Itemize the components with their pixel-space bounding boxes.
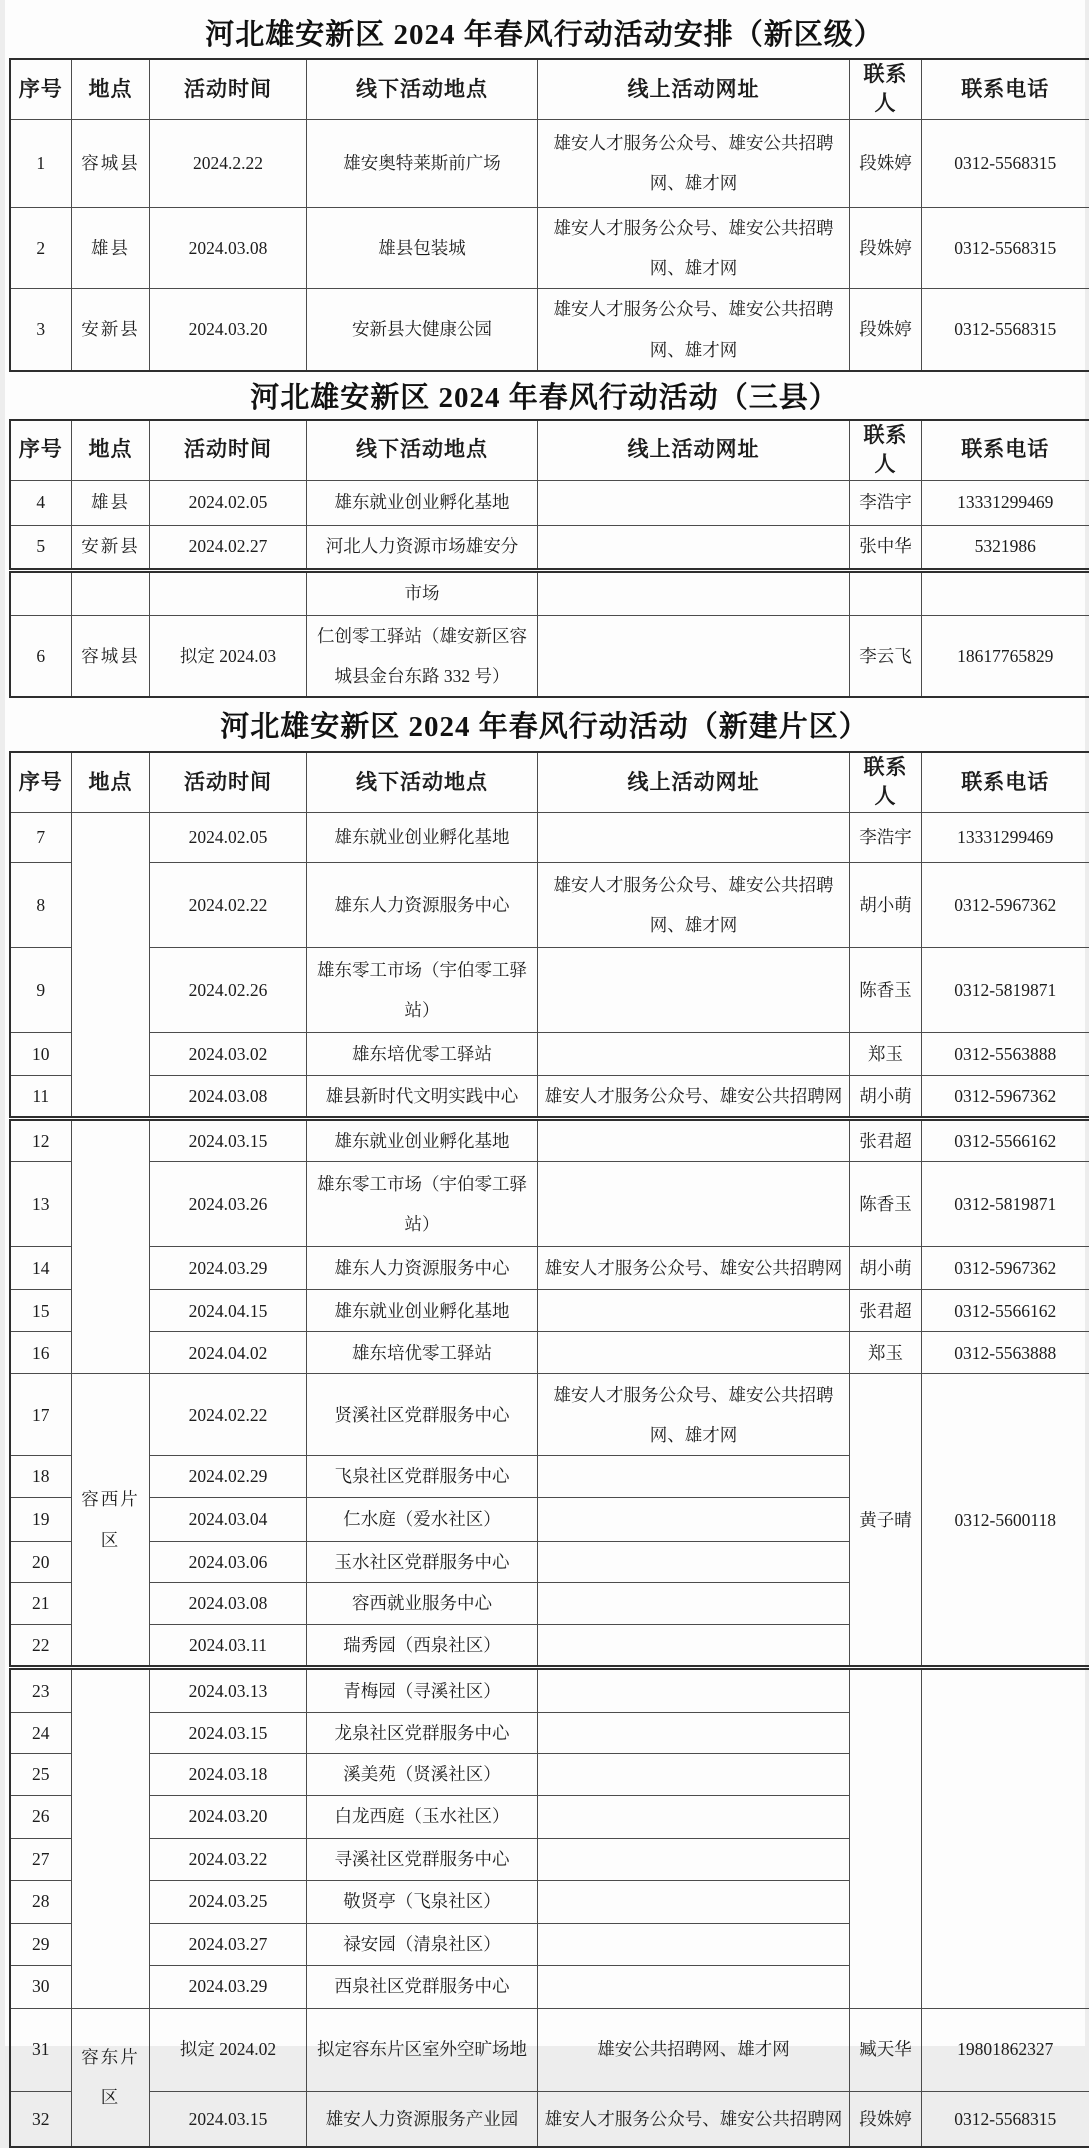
cell-time bbox=[150, 570, 307, 615]
cell-online bbox=[538, 1838, 850, 1880]
cell-no: 28 bbox=[10, 1880, 72, 1923]
cell-offline: 安新县大健康公园 bbox=[307, 289, 538, 371]
table-row bbox=[10, 2008, 1089, 2091]
cell-offline: 敬贤亭（飞泉社区） bbox=[307, 1880, 538, 1923]
cell-online bbox=[538, 525, 850, 570]
cell-no: 23 bbox=[10, 1668, 72, 1713]
cell-contact-merged bbox=[850, 1668, 922, 2009]
cell-time: 2024.03.13 bbox=[150, 1668, 307, 1713]
table-row bbox=[10, 1374, 1089, 1456]
cell-no: 5 bbox=[10, 525, 72, 570]
cell-online bbox=[538, 1754, 850, 1795]
cell-time: 2024.03.11 bbox=[150, 1624, 307, 1667]
table-row-continuation bbox=[10, 570, 1089, 615]
cell-offline: 西泉社区党群服务中心 bbox=[307, 1965, 538, 2008]
cell-time: 2024.03.26 bbox=[150, 1162, 307, 1247]
cell-offline: 瑞秀园（西泉社区） bbox=[307, 1624, 538, 1667]
cell-place: 容城县 bbox=[72, 615, 150, 697]
cell-contact bbox=[850, 570, 922, 615]
header-offline: 线下活动地点 bbox=[307, 59, 538, 119]
cell-online: 雄安人才服务公众号、雄安公共招聘网、雄才网 bbox=[538, 862, 850, 947]
cell-online bbox=[538, 570, 850, 615]
cell-offline: 雄东培优零工驿站 bbox=[307, 1332, 538, 1374]
header-contact: 联系人 bbox=[850, 59, 922, 119]
header-online: 线上活动网址 bbox=[538, 752, 850, 812]
header-no: 序号 bbox=[10, 752, 72, 812]
header-no: 序号 bbox=[10, 59, 72, 119]
cell-contact: 段姝婷 bbox=[850, 119, 922, 207]
cell-time: 2024.03.25 bbox=[150, 1880, 307, 1923]
cell-phone: 19801862327 bbox=[922, 2008, 1089, 2091]
table-new-area-level bbox=[9, 58, 1089, 372]
cell-place: 雄县 bbox=[72, 207, 150, 289]
cell-no: 3 bbox=[10, 289, 72, 371]
cell-no: 4 bbox=[10, 480, 72, 525]
cell-place: 雄县 bbox=[72, 480, 150, 525]
cell-no: 9 bbox=[10, 947, 72, 1032]
cell-offline: 雄东培优零工驿站 bbox=[307, 1032, 538, 1075]
cell-time: 2024.04.02 bbox=[150, 1332, 307, 1374]
cell-place-merged bbox=[72, 1119, 150, 1374]
cell-no: 13 bbox=[10, 1162, 72, 1247]
cell-no: 7 bbox=[10, 812, 72, 862]
table-row bbox=[10, 812, 1089, 862]
cell-contact: 张君超 bbox=[850, 1119, 922, 1162]
cell-offline: 雄东零工市场（宇伯零工驿站） bbox=[307, 947, 538, 1032]
cell-time: 2024.03.08 bbox=[150, 207, 307, 289]
cell-offline: 雄东就业创业孵化基地 bbox=[307, 480, 538, 525]
cell-no: 15 bbox=[10, 1290, 72, 1332]
cell-no: 20 bbox=[10, 1541, 72, 1582]
cell-time: 2024.03.15 bbox=[150, 1119, 307, 1162]
cell-offline: 雄东就业创业孵化基地 bbox=[307, 812, 538, 862]
cell-online bbox=[538, 1795, 850, 1838]
header-phone: 联系电话 bbox=[922, 752, 1089, 812]
table-three-counties bbox=[9, 419, 1089, 698]
cell-online bbox=[538, 1668, 850, 1713]
cell-contact: 郑玉 bbox=[850, 1032, 922, 1075]
cell-time: 2024.02.26 bbox=[150, 947, 307, 1032]
header-row bbox=[10, 420, 1089, 480]
cell-online bbox=[538, 1290, 850, 1332]
cell-contact: 李云飞 bbox=[850, 615, 922, 697]
cell-contact: 郑玉 bbox=[850, 1332, 922, 1374]
cell-time: 2024.02.29 bbox=[150, 1456, 307, 1497]
header-time: 活动时间 bbox=[150, 420, 307, 480]
cell-online: 雄安人才服务公众号、雄安公共招聘网、雄才网 bbox=[538, 1374, 850, 1456]
header-contact: 联系人 bbox=[850, 752, 922, 812]
cell-online bbox=[538, 1119, 850, 1162]
cell-time: 2024.03.04 bbox=[150, 1497, 307, 1541]
table-row bbox=[10, 207, 1089, 289]
cell-offline: 仁创零工驿站（雄安新区容城县金台东路 332 号） bbox=[307, 615, 538, 697]
cell-no: 27 bbox=[10, 1838, 72, 1880]
cell-time: 2024.03.15 bbox=[150, 2091, 307, 2147]
cell-online: 雄安人才服务公众号、雄安公共招聘网 bbox=[538, 1075, 850, 1118]
cell-time: 2024.03.15 bbox=[150, 1713, 307, 1754]
cell-online bbox=[538, 1713, 850, 1754]
cell-phone: 18617765829 bbox=[922, 615, 1089, 697]
cell-no: 18 bbox=[10, 1456, 72, 1497]
cell-phone: 13331299469 bbox=[922, 480, 1089, 525]
header-time: 活动时间 bbox=[150, 752, 307, 812]
cell-no: 10 bbox=[10, 1032, 72, 1075]
cell-contact: 李浩宇 bbox=[850, 480, 922, 525]
cell-time: 拟定 2024.02 bbox=[150, 2008, 307, 2091]
cell-phone: 0312-5568315 bbox=[922, 119, 1089, 207]
table-row bbox=[10, 1290, 1089, 1332]
cell-phone: 0312-5819871 bbox=[922, 1162, 1089, 1247]
header-place: 地点 bbox=[72, 752, 150, 812]
table-row bbox=[10, 947, 1089, 1032]
cell-no: 29 bbox=[10, 1923, 72, 1965]
cell-offline: 仁水庭（爱水社区） bbox=[307, 1497, 538, 1541]
table-row bbox=[10, 1668, 1089, 1713]
cell-offline: 雄东就业创业孵化基地 bbox=[307, 1290, 538, 1332]
cell-phone: 13331299469 bbox=[922, 812, 1089, 862]
header-online: 线上活动网址 bbox=[538, 59, 850, 119]
cell-contact: 张中华 bbox=[850, 525, 922, 570]
cell-online: 雄安公共招聘网、雄才网 bbox=[538, 2008, 850, 2091]
cell-no: 17 bbox=[10, 1374, 72, 1456]
cell-offline: 拟定容东片区室外空旷场地 bbox=[307, 2008, 538, 2091]
cell-no: 26 bbox=[10, 1795, 72, 1838]
cell-online bbox=[538, 1923, 850, 1965]
cell-time: 2024.2.22 bbox=[150, 119, 307, 207]
cell-phone bbox=[922, 570, 1089, 615]
header-offline: 线下活动地点 bbox=[307, 420, 538, 480]
cell-offline: 雄县新时代文明实践中心 bbox=[307, 1075, 538, 1118]
header-online: 线上活动网址 bbox=[538, 420, 850, 480]
cell-time: 2024.03.02 bbox=[150, 1032, 307, 1075]
cell-contact: 段姝婷 bbox=[850, 207, 922, 289]
cell-place: 容城县 bbox=[72, 119, 150, 207]
cell-place-rongdong: 容东片区 bbox=[72, 2008, 150, 2147]
cell-online bbox=[538, 1624, 850, 1667]
section-title-new-area-level: 河北雄安新区 2024 年春风行动活动安排（新区级） bbox=[9, 6, 1081, 58]
cell-offline: 雄东人力资源服务中心 bbox=[307, 862, 538, 947]
cell-contact: 胡小萌 bbox=[850, 1075, 922, 1118]
section-title-new-districts: 河北雄安新区 2024 年春风行动活动（新建片区） bbox=[9, 698, 1081, 751]
cell-time: 2024.02.05 bbox=[150, 480, 307, 525]
cell-online bbox=[538, 1032, 850, 1075]
cell-contact: 李浩宇 bbox=[850, 812, 922, 862]
cell-time: 2024.04.15 bbox=[150, 1290, 307, 1332]
cell-time: 2024.03.08 bbox=[150, 1075, 307, 1118]
cell-no: 22 bbox=[10, 1624, 72, 1667]
cell-phone: 0312-5819871 bbox=[922, 947, 1089, 1032]
cell-no: 25 bbox=[10, 1754, 72, 1795]
cell-time: 2024.03.18 bbox=[150, 1754, 307, 1795]
cell-time: 2024.02.27 bbox=[150, 525, 307, 570]
header-no: 序号 bbox=[10, 420, 72, 480]
header-place: 地点 bbox=[72, 420, 150, 480]
table-row bbox=[10, 1162, 1089, 1247]
table-row bbox=[10, 1119, 1089, 1162]
section-title-three-counties: 河北雄安新区 2024 年春风行动活动（三县） bbox=[9, 372, 1081, 419]
cell-time: 2024.03.27 bbox=[150, 1923, 307, 1965]
cell-offline: 白龙西庭（玉水社区） bbox=[307, 1795, 538, 1838]
cell-offline: 容西就业服务中心 bbox=[307, 1582, 538, 1624]
cell-no: 6 bbox=[10, 615, 72, 697]
cell-offline: 龙泉社区党群服务中心 bbox=[307, 1713, 538, 1754]
cell-offline: 雄县包装城 bbox=[307, 207, 538, 289]
cell-phone-merged: 0312-5600118 bbox=[922, 1374, 1089, 1668]
cell-offline: 溪美苑（贤溪社区） bbox=[307, 1754, 538, 1795]
header-row bbox=[10, 752, 1089, 812]
cell-offline: 雄东就业创业孵化基地 bbox=[307, 1119, 538, 1162]
header-row bbox=[10, 59, 1089, 119]
cell-no: 19 bbox=[10, 1497, 72, 1541]
cell-offline: 寻溪社区党群服务中心 bbox=[307, 1838, 538, 1880]
cell-no: 1 bbox=[10, 119, 72, 207]
table-row bbox=[10, 1075, 1089, 1118]
table-new-districts bbox=[9, 751, 1089, 2148]
cell-place-merged bbox=[72, 1668, 150, 2009]
cell-no: 11 bbox=[10, 1075, 72, 1118]
cell-contact-merged: 黄子晴 bbox=[850, 1374, 922, 1668]
cell-phone-merged bbox=[922, 1668, 1089, 2009]
cell-place-merged bbox=[72, 812, 150, 1118]
cell-phone: 0312-5568315 bbox=[922, 2091, 1089, 2147]
cell-time: 2024.03.06 bbox=[150, 1541, 307, 1582]
cell-online bbox=[538, 1541, 850, 1582]
cell-time: 2024.03.22 bbox=[150, 1838, 307, 1880]
header-phone: 联系电话 bbox=[922, 420, 1089, 480]
table-row bbox=[10, 1332, 1089, 1374]
table-row bbox=[10, 862, 1089, 947]
cell-online bbox=[538, 1582, 850, 1624]
cell-online bbox=[538, 480, 850, 525]
cell-phone: 5321986 bbox=[922, 525, 1089, 570]
cell-phone: 0312-5566162 bbox=[922, 1290, 1089, 1332]
cell-contact: 段姝婷 bbox=[850, 2091, 922, 2147]
header-place: 地点 bbox=[72, 59, 150, 119]
cell-offline: 市场 bbox=[307, 570, 538, 615]
cell-phone: 0312-5563888 bbox=[922, 1332, 1089, 1374]
header-offline: 线下活动地点 bbox=[307, 752, 538, 812]
table-row bbox=[10, 289, 1089, 371]
cell-contact: 臧天华 bbox=[850, 2008, 922, 2091]
cell-place bbox=[72, 570, 150, 615]
cell-no: 2 bbox=[10, 207, 72, 289]
cell-place: 安新县 bbox=[72, 525, 150, 570]
cell-online bbox=[538, 812, 850, 862]
cell-offline: 飞泉社区党群服务中心 bbox=[307, 1456, 538, 1497]
cell-online bbox=[538, 947, 850, 1032]
cell-no: 21 bbox=[10, 1582, 72, 1624]
cell-time: 拟定 2024.03 bbox=[150, 615, 307, 697]
header-contact: 联系人 bbox=[850, 420, 922, 480]
cell-no: 16 bbox=[10, 1332, 72, 1374]
cell-offline: 河北人力资源市场雄安分 bbox=[307, 525, 538, 570]
cell-contact: 胡小萌 bbox=[850, 862, 922, 947]
table-row bbox=[10, 480, 1089, 525]
scanned-document bbox=[5, 0, 1085, 2046]
cell-offline: 雄东人力资源服务中心 bbox=[307, 1247, 538, 1290]
header-time: 活动时间 bbox=[150, 59, 307, 119]
cell-online bbox=[538, 1332, 850, 1374]
cell-time: 2024.02.22 bbox=[150, 862, 307, 947]
cell-online: 雄安人才服务公众号、雄安公共招聘网 bbox=[538, 2091, 850, 2147]
cell-online bbox=[538, 1965, 850, 2008]
cell-no: 14 bbox=[10, 1247, 72, 1290]
cell-online: 雄安人才服务公众号、雄安公共招聘网 bbox=[538, 1247, 850, 1290]
cell-online bbox=[538, 1497, 850, 1541]
cell-time: 2024.03.08 bbox=[150, 1582, 307, 1624]
cell-phone: 0312-5568315 bbox=[922, 207, 1089, 289]
table-row bbox=[10, 1247, 1089, 1290]
table-row bbox=[10, 1032, 1089, 1075]
cell-no: 8 bbox=[10, 862, 72, 947]
cell-no: 30 bbox=[10, 1965, 72, 2008]
cell-contact: 段姝婷 bbox=[850, 289, 922, 371]
cell-phone: 0312-5563888 bbox=[922, 1032, 1089, 1075]
table-row bbox=[10, 119, 1089, 207]
cell-phone: 0312-5967362 bbox=[922, 1075, 1089, 1118]
cell-contact: 张君超 bbox=[850, 1290, 922, 1332]
cell-time: 2024.02.05 bbox=[150, 812, 307, 862]
cell-no: 12 bbox=[10, 1119, 72, 1162]
cell-contact: 胡小萌 bbox=[850, 1247, 922, 1290]
cell-contact: 陈香玉 bbox=[850, 1162, 922, 1247]
header-phone: 联系电话 bbox=[922, 59, 1089, 119]
table-row bbox=[10, 525, 1089, 570]
cell-offline: 禄安园（清泉社区） bbox=[307, 1923, 538, 1965]
cell-place: 安新县 bbox=[72, 289, 150, 371]
cell-phone: 0312-5967362 bbox=[922, 862, 1089, 947]
cell-phone: 0312-5967362 bbox=[922, 1247, 1089, 1290]
cell-contact: 陈香玉 bbox=[850, 947, 922, 1032]
cell-online bbox=[538, 1456, 850, 1497]
cell-online: 雄安人才服务公众号、雄安公共招聘网、雄才网 bbox=[538, 289, 850, 371]
cell-time: 2024.03.20 bbox=[150, 289, 307, 371]
cell-place-rongxi: 容西片区 bbox=[72, 1374, 150, 1668]
cell-time: 2024.03.20 bbox=[150, 1795, 307, 1838]
cell-offline: 玉水社区党群服务中心 bbox=[307, 1541, 538, 1582]
cell-offline: 青梅园（寻溪社区） bbox=[307, 1668, 538, 1713]
cell-online bbox=[538, 615, 850, 697]
cell-online: 雄安人才服务公众号、雄安公共招聘网、雄才网 bbox=[538, 207, 850, 289]
cell-phone: 0312-5566162 bbox=[922, 1119, 1089, 1162]
cell-no: 24 bbox=[10, 1713, 72, 1754]
table-row bbox=[10, 615, 1089, 697]
cell-no bbox=[10, 570, 72, 615]
cell-online: 雄安人才服务公众号、雄安公共招聘网、雄才网 bbox=[538, 119, 850, 207]
cell-offline: 雄安人力资源服务产业园 bbox=[307, 2091, 538, 2147]
cell-time: 2024.03.29 bbox=[150, 1965, 307, 2008]
cell-offline: 雄东零工市场（宇伯零工驿站） bbox=[307, 1162, 538, 1247]
cell-online bbox=[538, 1880, 850, 1923]
cell-offline: 贤溪社区党群服务中心 bbox=[307, 1374, 538, 1456]
cell-time: 2024.02.22 bbox=[150, 1374, 307, 1456]
cell-time: 2024.03.29 bbox=[150, 1247, 307, 1290]
cell-offline: 雄安奥特莱斯前广场 bbox=[307, 119, 538, 207]
cell-no: 32 bbox=[10, 2091, 72, 2147]
cell-phone: 0312-5568315 bbox=[922, 289, 1089, 371]
table-row bbox=[10, 2091, 1089, 2147]
cell-online bbox=[538, 1162, 850, 1247]
cell-no: 31 bbox=[10, 2008, 72, 2091]
